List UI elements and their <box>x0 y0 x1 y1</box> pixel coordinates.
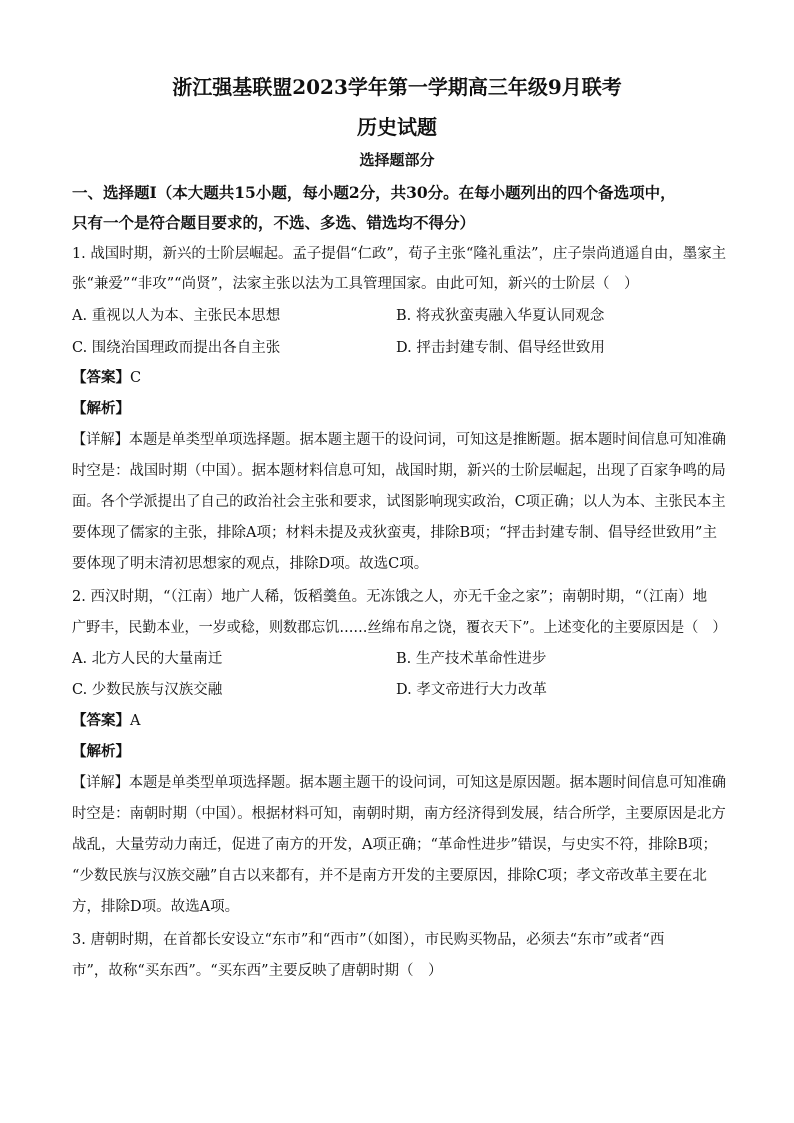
answer-label: 【答案】 <box>72 369 130 386</box>
option-c: C. 少数民族与汉族交融 <box>72 682 223 698</box>
option-d: D. 孝文帝进行大力改革 <box>396 682 547 698</box>
question-stem-line: 张“兼爱”“非攻”“尚贤”，法家主张以法为工具管理国家。由此可知，新兴的士阶层（ ） <box>72 276 639 292</box>
option-c: C. 围绕治国理政而提出各自主张 <box>72 340 281 356</box>
analysis-label: 【解析】 <box>72 743 130 760</box>
option-a: A. 重视以人为本、主张民本思想 <box>72 308 281 324</box>
detail-line: 【详解】本题是单类型单项选择题。据本题主题干的设问词，可知这是推断题。据本题时间信息可知准确 <box>72 432 726 448</box>
question-stem-line: 广野丰，民勤本业，一岁或稔，则数郡忘饥……丝绵布帛之饶，覆衣天下”。上述变化的主要原因是（ ） <box>72 620 727 636</box>
option-b: B. 生产技术革命性进步 <box>396 651 547 667</box>
subject-title: 历史试题 <box>357 115 437 139</box>
detail-line: 时空是：南朝时期（中国）。根据材料可知，南朝时期，南方经济得到发展，结合所学，主要原因是北方 <box>72 806 726 822</box>
option-d: D. 抨击封建专制、倡导经世致用 <box>396 340 605 356</box>
detail-line: 要体现了明末清初思想家的观点，排除D项。故选C项。 <box>72 556 429 572</box>
question-stem-line: 3. 唐朝时期，在首都长安设立“东市”和“西市”（如图），市民购买物品，必须去“东市”或者“西 <box>72 932 665 948</box>
detail-line: 方，排除D项。故选A项。 <box>72 899 240 915</box>
detail-line: 【详解】本题是单类型单项选择题。据本题主题干的设问词，可知这是原因题。据本题时间信息可知准确 <box>72 775 726 791</box>
answer-label: 【答案】 <box>72 712 130 729</box>
option-b: B. 将戎狄蛮夷融入华夏认同观念 <box>396 308 605 324</box>
answer-line <box>72 369 141 387</box>
detail-line: 时空是：战国时期（中国）。据本题材料信息可知，战国时期，新兴的士阶层崛起，出现了百家争鸣的局 <box>72 463 726 479</box>
analysis-label: 【解析】 <box>72 400 130 417</box>
question-stem-line: 1. 战国时期，新兴的士阶层崛起。孟子提倡“仁政”，荀子主张“隆礼重法”，庄子崇尚逍遥自由，墨家主 <box>72 246 727 262</box>
section-instruction-line1: 一、选择题Ⅰ（本大题共15小题，每小题2分，共30分。在每小题列出的四个备选项中， <box>72 183 676 202</box>
answer-value: C <box>130 370 142 386</box>
question-stem-line: 市”，故称“买东西”。“买东西”主要反映了唐朝时期（ ） <box>72 963 443 979</box>
exam-title: 浙江强基联盟2023学年第一学期高三年级9月联考 <box>172 75 622 99</box>
detail-line: 要体现了儒家的主张，排除A项；材料未提及戎狄蛮夷，排除B项；“抨击封建专制、倡导经世致用”主 <box>72 525 717 541</box>
question-stem-line: 2. 西汉时期，“（江南）地广人稀，饭稻羹鱼。无冻饿之人，亦无千金之家”；南朝时期，“（江南）地 <box>72 589 708 605</box>
answer-value: A <box>130 713 141 729</box>
option-a: A. 北方人民的大量南迁 <box>72 651 223 667</box>
part-title: 选择题部分 <box>359 151 435 169</box>
detail-line: 战乱，大量劳动力南迁，促进了南方的开发，A项正确；“革命性进步”错误，与史实不符，排除B项； <box>72 837 717 853</box>
answer-line <box>72 712 140 730</box>
section-instruction-line2: 只有一个是符合题目要求的，不选、多选、错选均不得分） <box>72 213 476 232</box>
detail-line: 面。各个学派提出了自己的政治社会主张和要求，试图影响现实政治，C项正确；以人为本、主张民本主 <box>72 494 726 510</box>
detail-line: “少数民族与汉族交融”自古以来都有，并不是南方开发的主要原因，排除C项；孝文帝改革主要在北 <box>72 868 707 884</box>
